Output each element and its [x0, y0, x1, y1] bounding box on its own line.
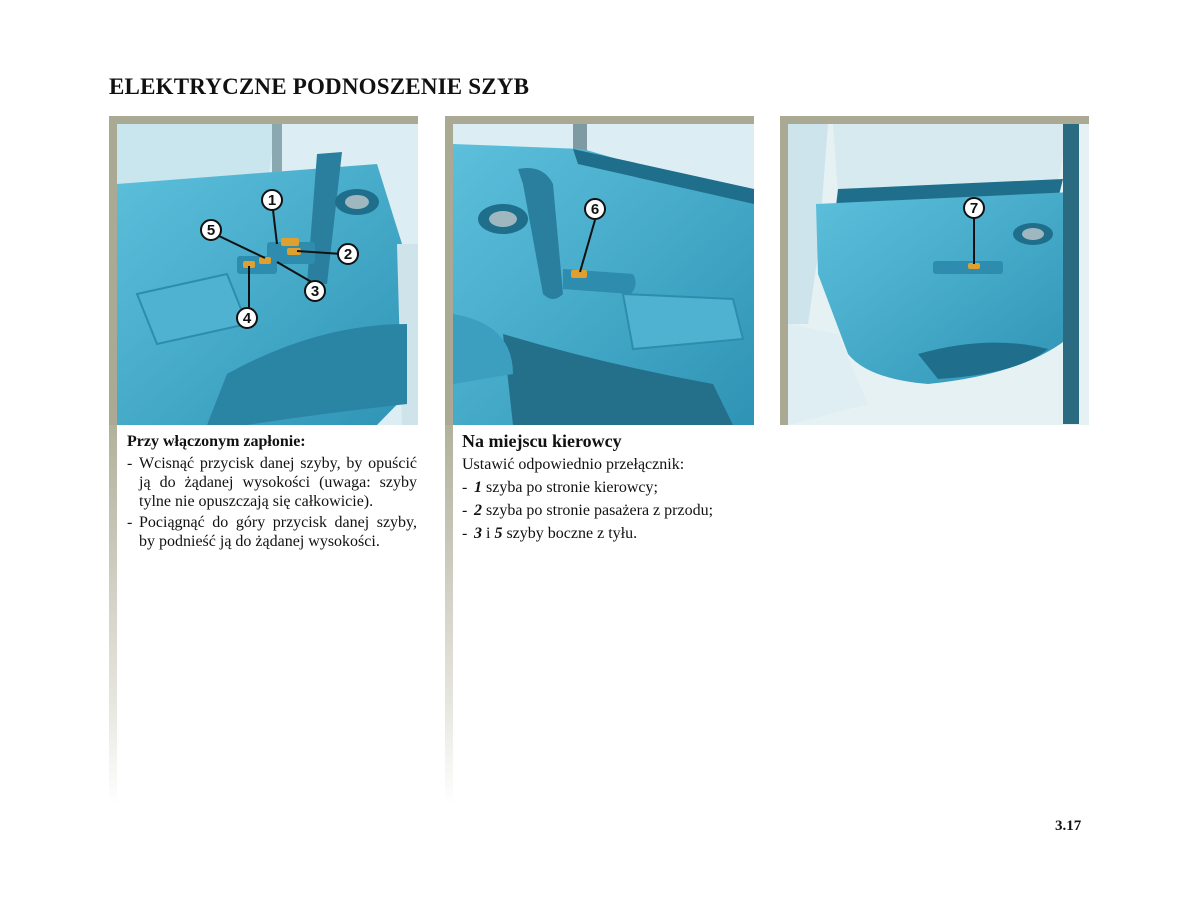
callout-4: 4: [242, 310, 252, 327]
callout-7: 7: [969, 200, 979, 217]
figure-front-door: [109, 116, 418, 425]
page-number: 3.17: [1055, 818, 1082, 834]
middle-column-heading: Na miejscu kierowcy: [462, 431, 622, 451]
list-item: - Pociągnąć do góry przycisk danej szyby, by podnieść ją do żądanej wysokości.: [127, 514, 417, 550]
callout-2: 2: [343, 246, 353, 263]
callout-6: 6: [590, 201, 600, 218]
callout-1: 1: [267, 192, 277, 209]
list-item: - 1 szyba po stronie kierowcy;: [462, 479, 658, 496]
list-item: - 3 i 5 szyby boczne z tyłu.: [462, 525, 638, 542]
driver-door-illustration: [453, 124, 754, 425]
figure-driver-door: [445, 116, 754, 425]
figure-rear-door: [780, 116, 1089, 425]
middle-column-intro: Ustawić odpowiednio przełącznik:: [462, 456, 685, 473]
middle-column-list: [462, 478, 762, 543]
callout-3: 3: [310, 283, 320, 300]
front-door-illustration: [117, 124, 418, 425]
left-column-list: [127, 454, 417, 551]
switch-5: [259, 257, 271, 264]
switch-1: [281, 238, 299, 246]
callout-5: 5: [206, 222, 216, 239]
left-column-text: [127, 432, 417, 551]
list-item: - 2 szyba po stronie pasażera z przodu;: [462, 502, 714, 519]
middle-column-text: [462, 430, 762, 543]
page-title: ELEKTRYCZNE PODNOSZENIE SZYB: [109, 74, 530, 99]
switch-6: [571, 270, 587, 278]
list-item: - Wcisnąć przycisk danej szyby, by opuścić ją do żądanej wysokości (uwaga: szyby tylne nie opuszczają się całkowicie).: [127, 455, 417, 510]
left-column-heading: Przy włączonym zapłonie:: [127, 433, 306, 450]
rear-door-illustration: [788, 124, 1089, 425]
